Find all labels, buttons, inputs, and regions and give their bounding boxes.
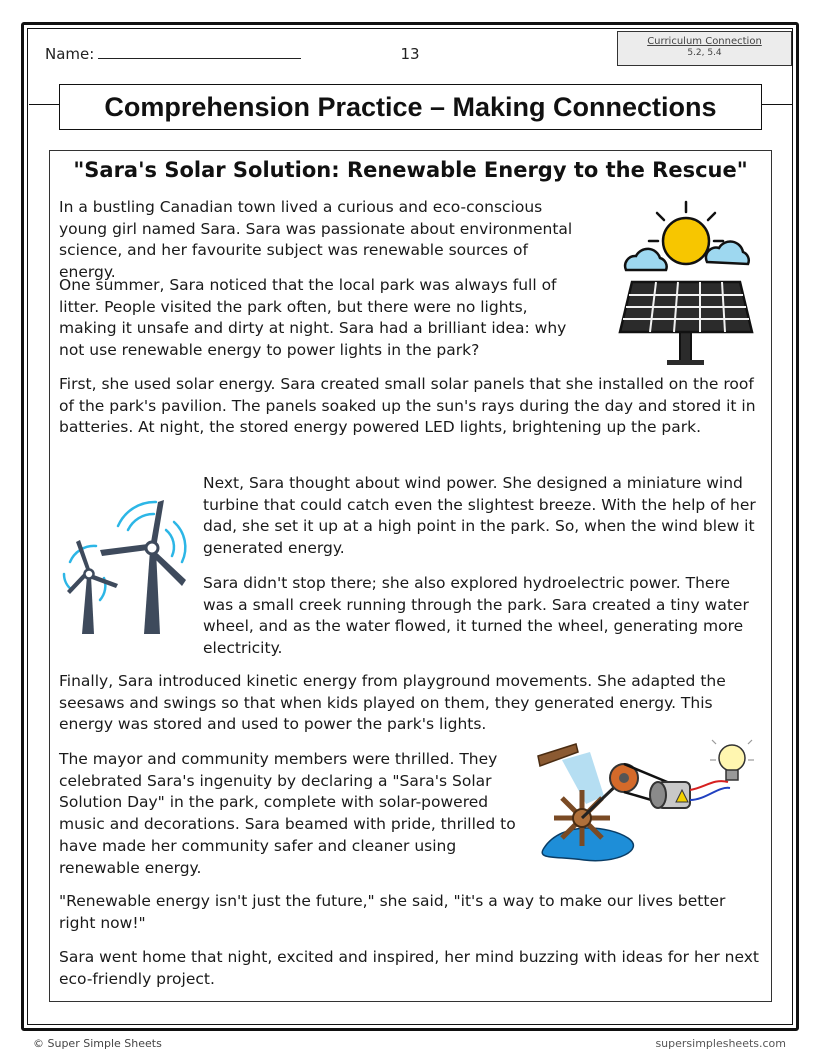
worksheet-title: Comprehension Practice – Making Connections — [104, 91, 717, 122]
story-paragraph: One summer, Sara noticed that the local park was always full of litter. People visited the park often, but there were no lights, making it unsafe and dirty at night. Sara had a brilliant idea: why not use renewable energy to power lights in the park? — [59, 276, 567, 360]
story-paragraph: Finally, Sara introduced kinetic energy from playground movements. She adapted the seesaws and swings so that when kids played on them, they generated energy. This energy was stored and used to power the park's lights. — [59, 672, 726, 734]
title-rule-left — [29, 104, 60, 105]
story-paragraph: Sara didn't stop there; she also explored hydroelectric power. There was a small creek running through the park. Sara created a tiny water wheel, and as the water flowed, it turned the wheel, generating more electricity. — [203, 574, 749, 658]
name-label: Name: — [45, 45, 95, 63]
curriculum-connection-box — [617, 31, 792, 66]
story-paragraph: In a bustling Canadian town lived a curious and eco-conscious young girl named Sara. Sara was passionate about environmental science, and her favourite subject was renewable sources of energy. — [59, 198, 573, 282]
story-paragraph: Sara went home that night, excited and inspired, her mind buzzing with ideas for her next eco-friendly project. — [59, 948, 759, 988]
story-paragraph: The mayor and community members were thrilled. They celebrated Sara's ingenuity by declaring a "Sara's Solar Solution Day" in the park, complete with solar-powered music and decorations. Sara beamed with pride, thrilled to have made her community safer and cleaner using renewable energy. — [59, 750, 516, 877]
water-wheel-icon — [532, 738, 757, 866]
story-paragraph: Next, Sara thought about wind power. She designed a miniature wind turbine that could catch even the slightest breeze. With the help of her dad, she set it up at a high point in the park. So, when the wind blew it generated energy. — [203, 474, 756, 558]
wind-turbine-icon — [62, 492, 190, 638]
footer-copyright: © Super Simple Sheets — [33, 1037, 162, 1050]
curriculum-codes: 5.2, 5.4 — [687, 48, 722, 58]
name-blank-line[interactable] — [98, 45, 301, 59]
story-title: "Sara's Solar Solution: Renewable Energy to the Rescue" — [73, 158, 748, 182]
curriculum-title: Curriculum Connection — [647, 36, 762, 47]
footer-website[interactable]: supersimplesheets.com — [655, 1037, 786, 1050]
solar-panel-icon — [612, 196, 762, 368]
page-number: 13 — [400, 45, 420, 63]
story-paragraph: "Renewable energy isn't just the future," she said, "it's a way to make our lives better right now!" — [59, 892, 726, 932]
title-rule-right — [761, 104, 792, 105]
worksheet-title-box — [59, 84, 762, 130]
name-field[interactable] — [45, 45, 301, 63]
story-paragraph: First, she used solar energy. Sara created small solar panels that she installed on the roof of the park's pavilion. The panels soaked up the sun's rays during the day and stored it in batteries. At night, the stored energy powered LED lights, brightening up the park. — [59, 375, 756, 437]
